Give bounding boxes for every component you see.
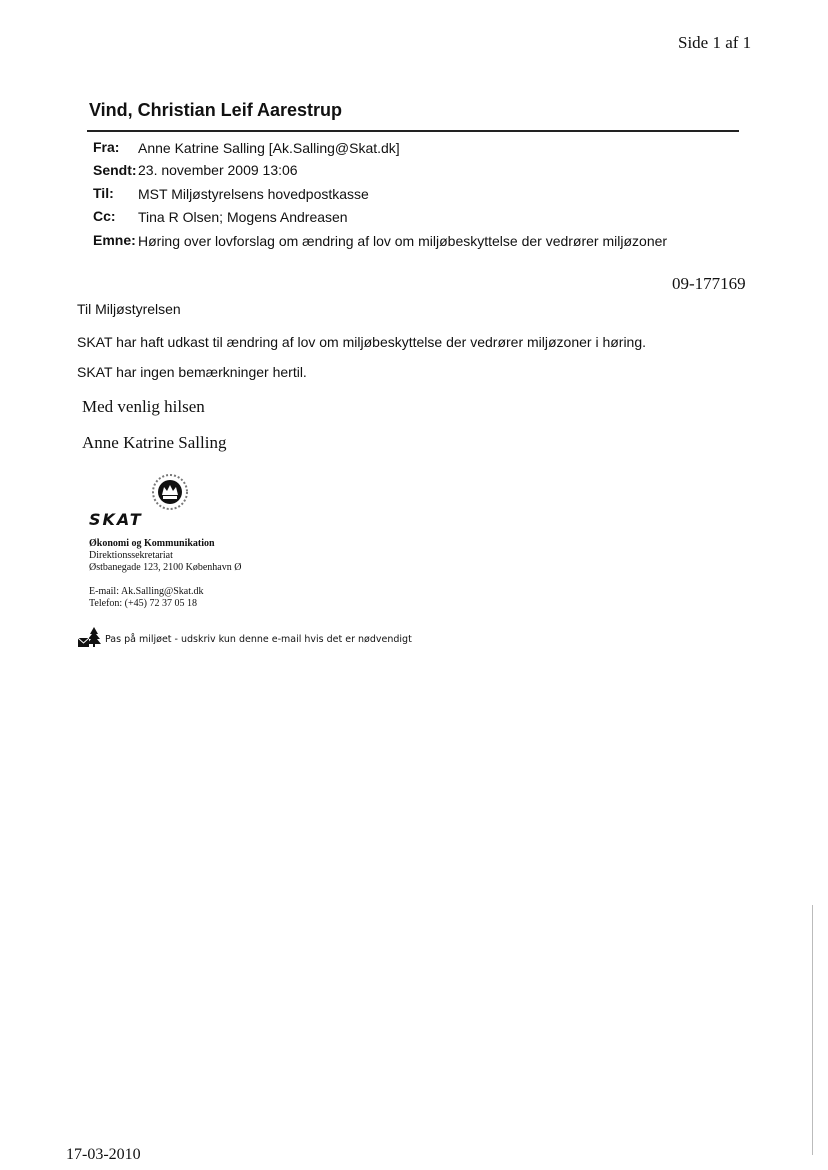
signature-email: E-mail: Ak.Salling@Skat.dk	[89, 586, 204, 597]
signature-phone: Telefon: (+45) 72 37 05 18	[89, 598, 197, 609]
header-label-subject: Emne:	[93, 232, 136, 248]
reference-number: 09-177169	[672, 274, 746, 293]
header-value-cc: Tina R Olsen; Mogens Andreasen	[138, 209, 348, 225]
body-paragraph: SKAT har ingen bemærkninger hertil.	[77, 364, 307, 380]
header-value-subject: Høring over lovforslag om ændring af lov om miljøbeskyttelse der vedrører miljøzoner	[138, 233, 668, 249]
header-divider	[87, 130, 739, 132]
tree-envelope-icon	[77, 626, 104, 648]
header-value-to: MST Miljøstyrelsens hovedpostkasse	[138, 186, 369, 202]
page-number: Side 1 af 1	[678, 33, 752, 52]
footer-date: 17-03-2010	[66, 1146, 141, 1163]
header-value-from: Anne Katrine Salling [Ak.Salling@Skat.dk]	[138, 140, 400, 156]
closing: Med venlig hilsen	[82, 397, 205, 416]
crown-seal-icon	[151, 473, 189, 511]
scan-edge-line	[812, 905, 813, 1155]
header-label-from: Fra:	[93, 139, 120, 155]
environment-note: Pas på miljøet - udskriv kun denne e-mail hvis det er nødvendigt	[105, 634, 412, 645]
header-label-to: Til:	[93, 185, 114, 201]
skat-logo: SKAT	[89, 510, 143, 529]
header-label-cc: Cc:	[93, 208, 116, 224]
signature-address: Østbanegade 123, 2100 København Ø	[89, 562, 242, 573]
sender-name: Vind, Christian Leif Aarestrup	[89, 100, 343, 120]
signer-name: Anne Katrine Salling	[82, 433, 227, 452]
signature-department: Økonomi og Kommunikation	[89, 538, 215, 549]
body-paragraph: SKAT har haft udkast til ændring af lov om miljøbeskyttelse der vedrører miljøzoner i høring.	[77, 334, 647, 350]
header-value-sent: 23. november 2009 13:06	[138, 162, 298, 178]
signature-unit: Direktionssekretariat	[89, 550, 173, 561]
header-label-sent: Sendt:	[93, 162, 137, 178]
greeting: Til Miljøstyrelsen	[77, 301, 181, 317]
